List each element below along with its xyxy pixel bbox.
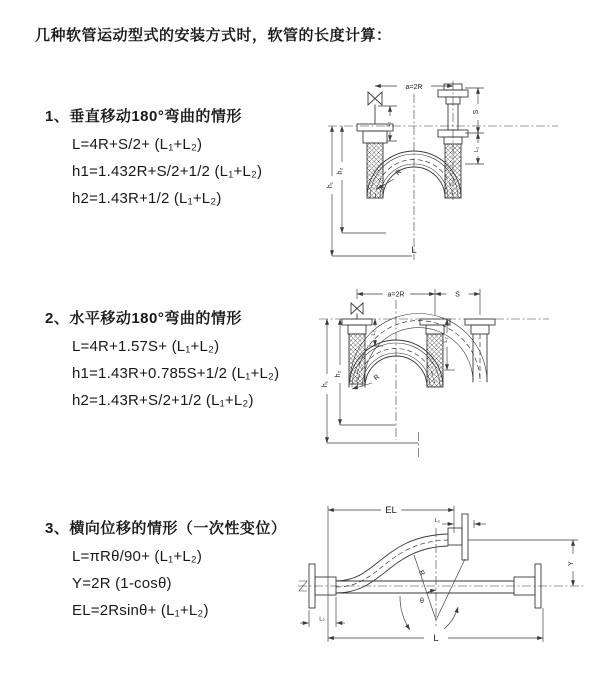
swing-arc-left bbox=[400, 596, 410, 630]
formula-line: h2=1.43R+1/2 (L₁+L₂) bbox=[72, 190, 222, 207]
formula-line: L=4R+1.57S+ (L₁+L₂) bbox=[72, 338, 220, 355]
section-number: 2、 bbox=[45, 310, 70, 327]
swing-arc-right bbox=[444, 607, 458, 629]
dim-label-r: R bbox=[372, 373, 382, 383]
formula-line: h2=1.43R+S/2+1/2 (L₁+L₂) bbox=[72, 392, 254, 409]
dim-label-a2r: a=2R bbox=[387, 291, 405, 299]
diagram-lateral-displacement bbox=[296, 498, 598, 660]
construction-line bbox=[436, 559, 465, 620]
section-2-text bbox=[45, 307, 335, 409]
dim-label-s: S bbox=[455, 291, 460, 299]
dim-label-l1: L₁ bbox=[434, 518, 440, 524]
valve-icon bbox=[351, 303, 363, 314]
dim-label-r: R bbox=[417, 569, 426, 578]
diagram-horizontal-180-bend bbox=[315, 282, 597, 460]
hose-upper-wall bbox=[336, 534, 448, 581]
dim-label-l2: L₂ bbox=[443, 337, 449, 343]
dim-label-y: Y bbox=[568, 561, 575, 566]
section-heading: 3、横向位移的情形（一次性变位） bbox=[45, 520, 287, 537]
flange bbox=[471, 325, 489, 334]
flange bbox=[448, 528, 462, 545]
dim-label-h2: h₂ bbox=[337, 167, 344, 175]
dim-label-h1: h₁ bbox=[327, 181, 334, 189]
dim-label-l: L bbox=[411, 245, 417, 256]
section-number: 1、 bbox=[45, 108, 70, 125]
hose-shifted-inner bbox=[364, 328, 473, 382]
flange bbox=[348, 325, 366, 334]
flange bbox=[363, 131, 387, 143]
section-3-text bbox=[45, 517, 335, 619]
dim-label-a2r: a=2R bbox=[405, 83, 423, 91]
flange bbox=[465, 319, 495, 325]
ext-line bbox=[328, 506, 454, 645]
dim-label-l1: L₁ bbox=[386, 121, 392, 127]
dim-label-h1: h₁ bbox=[322, 380, 329, 388]
dim-label-theta: θ bbox=[420, 598, 424, 605]
section-heading: 2、水平移动180°弯曲的情形 bbox=[45, 310, 242, 327]
dim-label-el: EL bbox=[385, 505, 397, 516]
formula-line: L=πRθ/90+ (L₁+L₂) bbox=[72, 548, 203, 565]
hose-shifted-centerline bbox=[357, 321, 480, 382]
ext-line bbox=[309, 597, 336, 627]
formula-line: L=4R+S/2+ (L₁+L₂) bbox=[72, 136, 203, 153]
valve-icon bbox=[368, 92, 382, 105]
formula-line: EL=2Rsinθ+ (L₁+L₂) bbox=[72, 602, 209, 619]
angle-arc bbox=[427, 590, 437, 593]
braided-hose bbox=[349, 334, 365, 384]
dim-label-s: S bbox=[473, 109, 480, 115]
formula-line: h1=1.432R+S/2+1/2 (L₁+L₂) bbox=[72, 163, 263, 180]
dim-label-l2: L₂ bbox=[474, 146, 480, 153]
formula-line: Y=2R (1-cosθ) bbox=[72, 575, 172, 592]
section-number: 3、 bbox=[45, 520, 70, 537]
formula-line: h1=1.43R+0.785S+1/2 (L₁+L₂) bbox=[72, 365, 280, 382]
page-title: 几种软管运动型式的安装方式时，软管的长度计算： bbox=[35, 27, 392, 44]
dim-label-l2: L₂ bbox=[319, 616, 325, 623]
flange bbox=[342, 319, 372, 325]
hose-centerline-curve bbox=[336, 540, 448, 587]
dim-label-l1: L₁ bbox=[371, 330, 377, 336]
section-heading: 1、垂直移动180°弯曲的情形 bbox=[45, 108, 242, 125]
radius-line bbox=[414, 555, 436, 620]
dim-label-r: R bbox=[394, 168, 404, 178]
ext-line bbox=[357, 289, 480, 315]
braided-hose bbox=[367, 143, 383, 198]
dim-label-l: L bbox=[433, 633, 439, 645]
dim-label-h2: h₂ bbox=[335, 370, 342, 378]
section-1-text bbox=[45, 105, 335, 207]
flange bbox=[462, 514, 468, 560]
diagram-vertical-180-bend bbox=[320, 76, 598, 266]
flange bbox=[420, 319, 450, 325]
